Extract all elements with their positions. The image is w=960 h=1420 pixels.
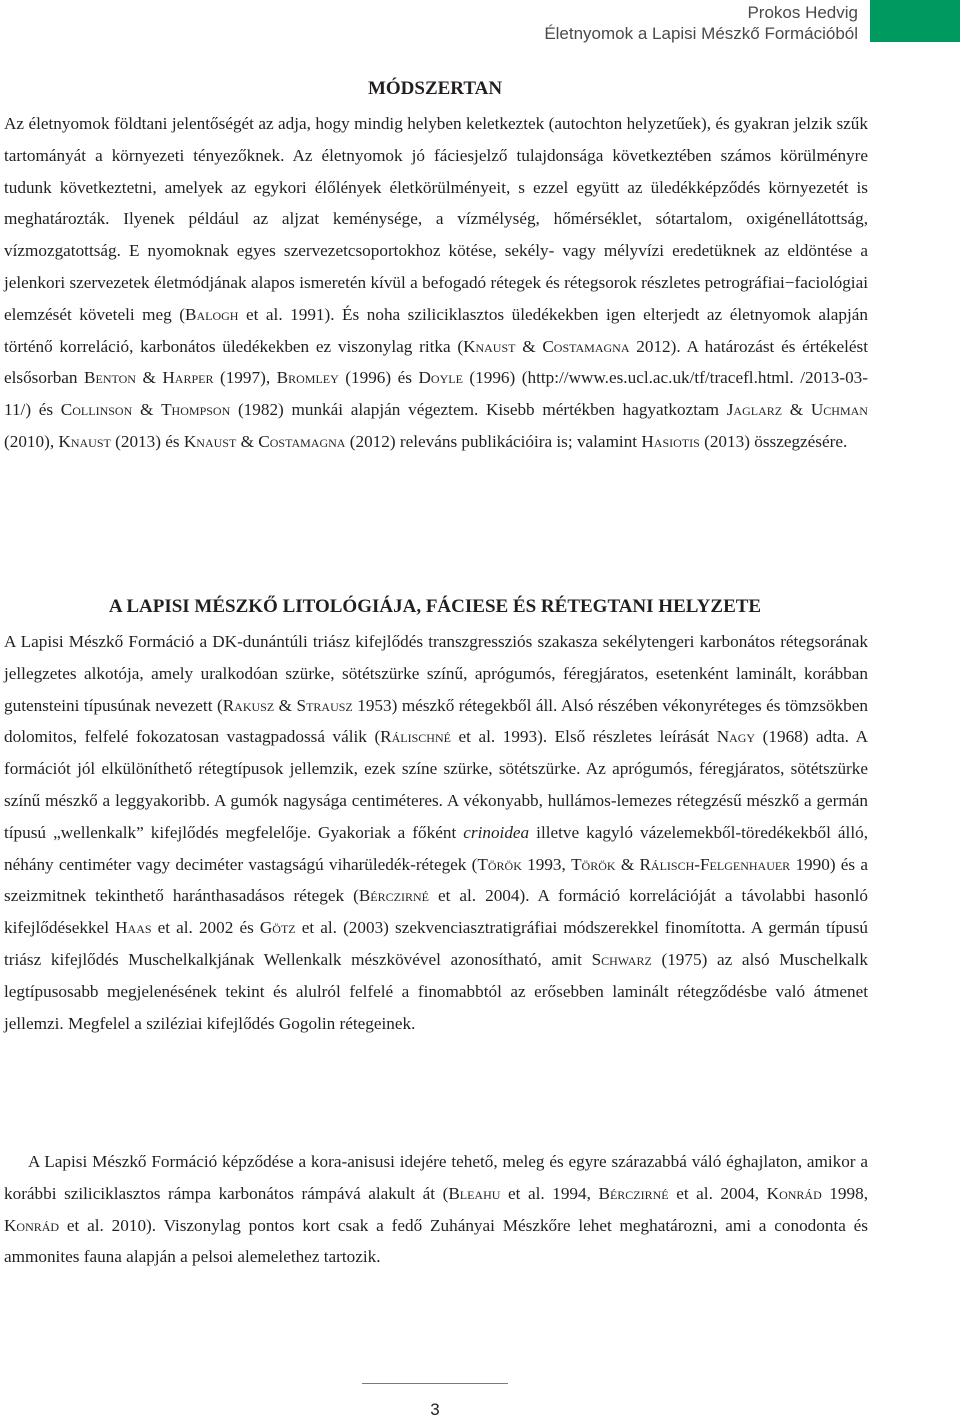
citation-author: Knaust <box>463 336 516 356</box>
text-run: (1975) az alsó Muschelkalk legtípusosabb megjelenésének tekint és alulról felfelé a finomabbtól az erősebben laminált rétegződésbe való átmenet jellemzi. Megfelel a sziléziai kifejlődés Gogolin rétegeinek. <box>4 949 868 1033</box>
citation-author: Bérczirné <box>598 1183 669 1203</box>
text-run: A Lapisi Mészkő Formáció képződése a kora-anisusi idejére tehető, meleg és egyre szárazabbá váló éghajlaton, amikor a korábbi sziliciklasztos rámpa karbonátos rámpává alakult át ( <box>4 1152 868 1203</box>
citation-author: Thompson <box>161 400 231 420</box>
citation-author: Doyle <box>418 368 463 388</box>
text-run: 1990) és a szeizmitnek tekinthető haránthasadásos rétegek ( <box>4 854 868 906</box>
citation-author: Götz <box>259 918 296 938</box>
text-run: & <box>132 400 162 420</box>
text-run: (2010), <box>4 431 59 451</box>
text-run: (1996) (http://www.es.ucl.ac.uk/tf/tracefl.html. /2013-03-11/) és <box>4 368 868 420</box>
citation-author: Nagy <box>716 727 756 747</box>
italic-term: crinoidea <box>463 822 530 842</box>
text-run: 1953) mészkő rétegekből áll. Alsó részében vékonyréteges és tömzsökben dolomitos, felfelé fokozatosan vastagpadossá válik ( <box>4 695 868 747</box>
text-run: (1997), <box>213 368 277 388</box>
text-run: (2013) összegzésére. <box>699 431 848 451</box>
footer-rule <box>362 1383 508 1384</box>
citation-author: Schwarz <box>591 949 652 969</box>
paragraph-modszertan <box>4 108 868 458</box>
citation-author: Hasiotis <box>641 431 700 451</box>
text-run: 1998, <box>821 1183 869 1203</box>
citation-author: Collinson <box>60 400 133 420</box>
text-run: & <box>515 336 543 356</box>
text-run: & <box>782 400 811 420</box>
citation-author: Jaglarz <box>726 400 783 420</box>
citation-author: Costamagna <box>258 431 346 451</box>
text-run: (1996) és <box>338 368 419 388</box>
text-run: & <box>135 368 163 388</box>
citation-author: Benton <box>84 368 136 388</box>
section-heading-modszertan: MÓDSZERTAN <box>367 78 503 99</box>
citation-author: Konrád <box>766 1183 822 1203</box>
text-run: et al. 1993). Első részletes leírását <box>450 727 717 747</box>
text-run: & <box>274 695 297 715</box>
citation-author: Rálisch-Felgenhauer <box>639 854 791 874</box>
citation-author: Costamagna <box>542 336 630 356</box>
paragraph-lithology-2 <box>4 1146 868 1273</box>
citation-author: Rakusz <box>222 695 275 715</box>
paragraph-lithology <box>4 626 868 1039</box>
text-run: et al. 2002 és <box>151 918 260 938</box>
text-run: Az életnyomok földtani jelentőségét az adja, hogy mindig helyben keletkeztek (autochton helyzetűek), és gyakran jelzik szűk tartományát a környezeti tényezőknek. Az életnyomok jó fáciesjelző tulajdonsága következtében számos körülményre tudunk következtetni, amelyek az egykori élőlények életkörülményeit, s ezzel együtt az üledékképződés környezetét is meghatározták. Ilyenek például az aljzat keménysége, a vízmélység, hőmérséklet, sótartalom, oxigénellátottság, vízmozgatottság. E nyomoknak egyes szervezetcsoportokhoz kötése, sekély- vagy mélyvízi eredetüknek az eldöntése a jelenkori szervezetek életmódjának alapos ismeretén kívül a befogadó rétegek és rétegsorok részletes petrográfiai−faciológiai elemzését követeli meg ( <box>4 114 868 324</box>
citation-author: Haas <box>115 918 152 938</box>
text-run: et al. (2003) szekvenciasztratigráfiai módszerekkel finomította. A germán típusú triász kifejlődés Muschelkalkjának Wellenkalk mészkövével azonosítható, amit <box>4 918 868 969</box>
header-color-block <box>870 0 960 42</box>
text-run: 1993, <box>521 854 572 874</box>
citation-author: Knaust <box>183 431 237 451</box>
citation-author: Rálischné <box>380 727 451 747</box>
text-run: (2012) releváns publikációira is; valamint <box>345 431 642 451</box>
section-heading-lithology: A LAPISI MÉSZKŐ LITOLÓGIÁJA, FÁCIESE ÉS RÉTEGTANI HELYZETE <box>108 596 762 617</box>
citation-author: Harper <box>162 368 214 388</box>
text-run: & <box>236 431 259 451</box>
text-run: et al. 2004, <box>668 1183 767 1203</box>
text-run: 2012). A határozást és értékelést elsősorban <box>4 336 868 388</box>
citation-author: Bromley <box>276 368 339 388</box>
citation-author: Konrád <box>4 1215 60 1235</box>
citation-author: Bleahu <box>448 1183 501 1203</box>
text-run: (1982) munkái alapján végeztem. Kisebb mértékben hagyatkoztam <box>230 400 727 420</box>
text-run: et al. 1994, <box>500 1183 599 1203</box>
header-author: Prokos Hedvig <box>747 3 858 22</box>
text-run: (2013) és <box>110 431 184 451</box>
citation-author: Török <box>477 854 522 874</box>
text-run: et al. 2010). Viszonylag pontos kort csak a fedő Zuhányai Mészkőre lehet meghatározni, ami a conodonta és ammonites fauna alapján a pelsoi alemelethez tartozik. <box>4 1215 868 1267</box>
citation-author: Balogh <box>185 304 239 324</box>
citation-author: Uchman <box>810 400 868 420</box>
text-run: illetve kagyló vázelemekből-töredékekből álló, néhány centiméter vagy deciméter vastagságú viharüledék-rétegek ( <box>4 822 868 874</box>
citation-author: Török <box>571 854 616 874</box>
citation-author: Bérczirné <box>358 886 429 906</box>
text-run: (1968) adta. A formációt jól elkülöníthető rétegtípusok jellemzik, ezek színe szürke, sötétszürke. Az aprógumós, féregjáratos, sötétszürke színű mészkő a leggyakoribb. A gumók nagysága centiméteres. A vékonyabb, hullámos-lemezes rétegzésű mészkő a germán típusú „wellenkalk” kifejlődés megfelelője. Gyakoriak a főként <box>4 727 868 842</box>
text-run: & <box>615 854 640 874</box>
citation-author: Strausz <box>296 695 353 715</box>
text-run: et al. 1991). És noha sziliciklasztos üledékekben igen elterjedt az életnyomok alapján történő korreláció, karbonátos üledékekben ez viszonylag ritka ( <box>4 304 868 356</box>
text-run: et al. 2004). A formáció korrelációját a távolabbi hasonló kifejlődésekkel <box>4 886 868 938</box>
header-title: Életnyomok a Lapisi Mészkő Formációból <box>544 24 858 43</box>
citation-author: Knaust <box>58 431 111 451</box>
page-number: 3 <box>430 1400 440 1419</box>
text-run: A Lapisi Mészkő Formáció a DK-dunántúli triász kifejlődés transzgressziós szakasza sekélytengeri karbonátos rétegsorának jellegzetes alkotója, amely uralkodóan szürke, sötétszürke színű, aprógumós, féregjáratos, esetenként laminált, korábban gutensteini típusúnak nevezett ( <box>4 632 868 715</box>
